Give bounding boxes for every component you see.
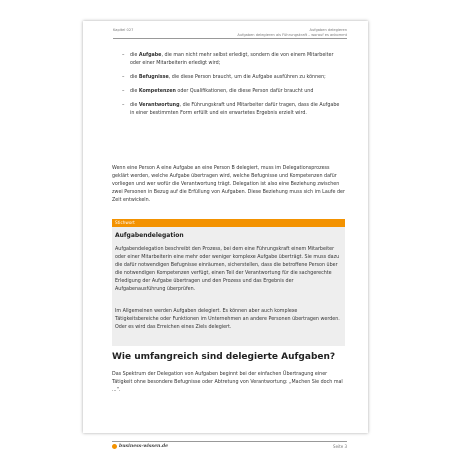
list-item-prefix: die — [130, 75, 139, 80]
list-item-keyword: Kompetenzen — [138, 89, 176, 94]
brand-dot-icon — [112, 444, 117, 449]
keyword-box-title: Aufgabendelegation — [115, 232, 184, 239]
list-item-text: , die Führungskraft und Mitarbeiter dafür tragen, dass die Aufgabe in einer bestimmten Form erfüllt und ein erwartetes Ergebnis erzielt wird. — [130, 103, 340, 116]
keyword-box — [112, 219, 345, 346]
list-item — [130, 52, 344, 68]
list-item-prefix: die — [130, 89, 139, 94]
list-item-text: , die man nicht mehr selbst erledigt, sondern die von einem Mitarbeiter oder einer Mitarbeiterin erledigt wird; — [130, 53, 334, 66]
list-item-text: , die diese Person braucht, um die Aufgabe ausführen zu können; — [168, 75, 326, 80]
brand-logo: business-wissen.de — [119, 443, 169, 449]
header-divider — [113, 38, 347, 39]
list-item — [130, 74, 344, 82]
list-item-keyword: Verantwortung — [138, 103, 180, 108]
header-title: Aufgaben delegieren — [309, 28, 347, 32]
list-item-keyword: Befugnisse — [138, 75, 169, 80]
chapter-label: Kapitel 027 — [113, 28, 134, 32]
delegation-elements-list — [130, 52, 344, 124]
list-item-text: oder Qualifikationen, die diese Person dafür braucht und — [175, 89, 314, 94]
keyword-box-label: Stichwort — [112, 219, 345, 227]
header-subtitle: Aufgaben delegieren als Führungskraft – worauf es ankommt — [237, 33, 347, 37]
list-item-prefix: die — [130, 103, 139, 108]
intro-paragraph: Wenn eine Person A eine Aufgabe an eine Person B delegiert, muss im Delegationsprozess geklärt werden, welche Aufgabe übertragen wird, welche Befugnisse und Kompetenzen dafür vorliegen und wer wofür die Verantwortung trägt. Delegation ist also eine Beziehung zwischen zwei Personen in Bezug auf die Erfüllung von Aufgaben. Diese Beziehung muss sich im Laufe der Zeit entwickeln. — [112, 166, 345, 203]
list-item — [130, 88, 344, 96]
list-item-prefix: die — [130, 53, 139, 58]
footer-divider — [112, 441, 347, 442]
page-number: Seite 3 — [333, 443, 347, 449]
keyword-box-paragraph-1: Aufgabendelegation beschreibt den Prozess, bei dem eine Führungskraft einem Mitarbeiter oder einer Mitarbeiterin eine mehr oder weniger komplexe Aufgabe überträgt. Sie muss dazu die dafür notwendigen Befugnisse einräumen, sicherstellen, dass die betroffene Person über die notwendigen Kompetenzen verfügt, einen Teil der Verantwortung für die sachgerechte Erledigung der Aufgabe übertragen und den Prozess und das Ergebnis der Aufgabenausführung überprüfen. — [115, 247, 340, 292]
section-heading: Wie umfangreich sind delegierte Aufgaben? — [112, 352, 336, 362]
section-paragraph: Das Spektrum der Delegation von Aufgaben beginnt bei der einfachen Übertragung einer Tätigkeit ohne besondere Befugnisse oder Abtretung von Verantwortung: „Machen Sie doch mal ...“. — [112, 372, 343, 393]
list-item — [130, 102, 344, 118]
document-page — [83, 21, 368, 449]
list-item-keyword: Aufgabe — [138, 53, 162, 58]
keyword-box-paragraph-2: Im Allgemeinen werden Aufgaben delegiert. Es können aber auch komplexe Tätigkeitsbereiche oder Funktionen im Unternehmen an andere Personen übertragen werden. Oder es wird das Erreichen eines Ziels delegiert. — [115, 309, 340, 330]
